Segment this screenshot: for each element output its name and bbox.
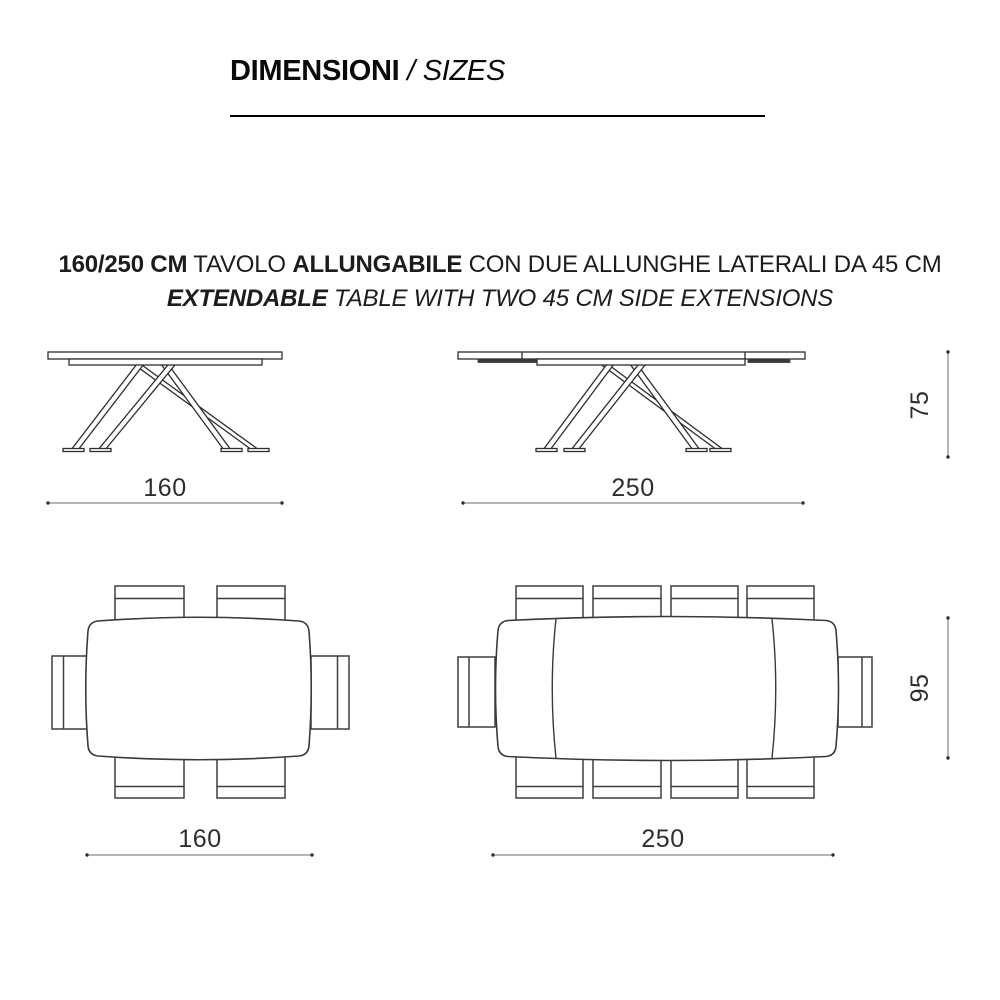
leg-foot xyxy=(221,449,242,452)
extension-rail xyxy=(748,360,790,363)
title-primary: DIMENSIONI xyxy=(230,55,400,87)
dimension-label-depth: 95 xyxy=(906,673,934,703)
dimension-tick xyxy=(946,616,949,619)
leg-foot xyxy=(248,449,269,452)
leg-foot xyxy=(686,449,707,452)
dimension-tick xyxy=(946,350,949,353)
dimension-tick xyxy=(280,501,283,504)
table-apron xyxy=(69,359,262,365)
desc-size-range: 160/250 CM xyxy=(58,251,188,278)
chair xyxy=(52,656,90,729)
chair xyxy=(115,754,184,798)
side-view-extended-diagram xyxy=(458,350,950,504)
dimension-tick xyxy=(491,853,494,856)
dimension-tick xyxy=(801,501,804,504)
leg-foot xyxy=(90,449,111,452)
top-view-closed-diagram xyxy=(52,586,349,857)
leg-foot xyxy=(63,449,84,452)
table-leg xyxy=(158,360,231,450)
extension-rail xyxy=(478,360,537,363)
dimension-tick xyxy=(946,756,949,759)
chair xyxy=(516,586,583,622)
tabletop-plan xyxy=(86,617,312,760)
dimension-label-width-extended-plan: 250 xyxy=(641,825,685,853)
chair xyxy=(747,754,814,798)
chair xyxy=(838,657,872,727)
chair xyxy=(747,586,814,622)
desc-extendable-it: ALLUNGABILE xyxy=(292,251,463,278)
dimension-tick xyxy=(310,853,313,856)
title-separator: / xyxy=(407,55,415,87)
chair xyxy=(217,586,285,622)
leg-foot xyxy=(710,449,731,452)
tabletop-side-extended xyxy=(458,352,805,359)
dimension-tick xyxy=(46,501,49,504)
dimension-label-width-closed-plan: 160 xyxy=(178,825,222,853)
dimension-tick xyxy=(831,853,834,856)
leg-foot xyxy=(564,449,585,452)
dimension-tick xyxy=(946,455,949,458)
side-view-closed-diagram xyxy=(46,352,283,505)
chair xyxy=(458,657,495,727)
leg-foot xyxy=(536,449,557,452)
dimension-label-width-extended: 250 xyxy=(611,474,655,502)
desc-extendable-en: EXTENDABLE xyxy=(166,285,328,312)
chair xyxy=(311,656,349,729)
dimension-label-height: 75 xyxy=(906,390,934,420)
dimension-tick xyxy=(461,501,464,504)
dimension-label-width-closed: 160 xyxy=(143,474,187,502)
top-view-extended-diagram xyxy=(458,586,950,857)
title-secondary: SIZES xyxy=(422,55,506,87)
table-apron xyxy=(537,359,745,365)
chair xyxy=(516,754,583,798)
tabletop-plan-extended xyxy=(496,617,839,761)
tabletop-side xyxy=(48,352,282,359)
description-line-english: EXTENDABLE TABLE WITH TWO 45 CM SIDE EXTENSIONS xyxy=(166,285,834,312)
chair xyxy=(217,754,285,798)
chair xyxy=(115,586,184,622)
description-line-italian: 160/250 CM TAVOLO ALLUNGABILE CON DUE ALLUNGHE LATERALI DA 45 CM xyxy=(58,251,942,278)
dimension-tick xyxy=(85,853,88,856)
